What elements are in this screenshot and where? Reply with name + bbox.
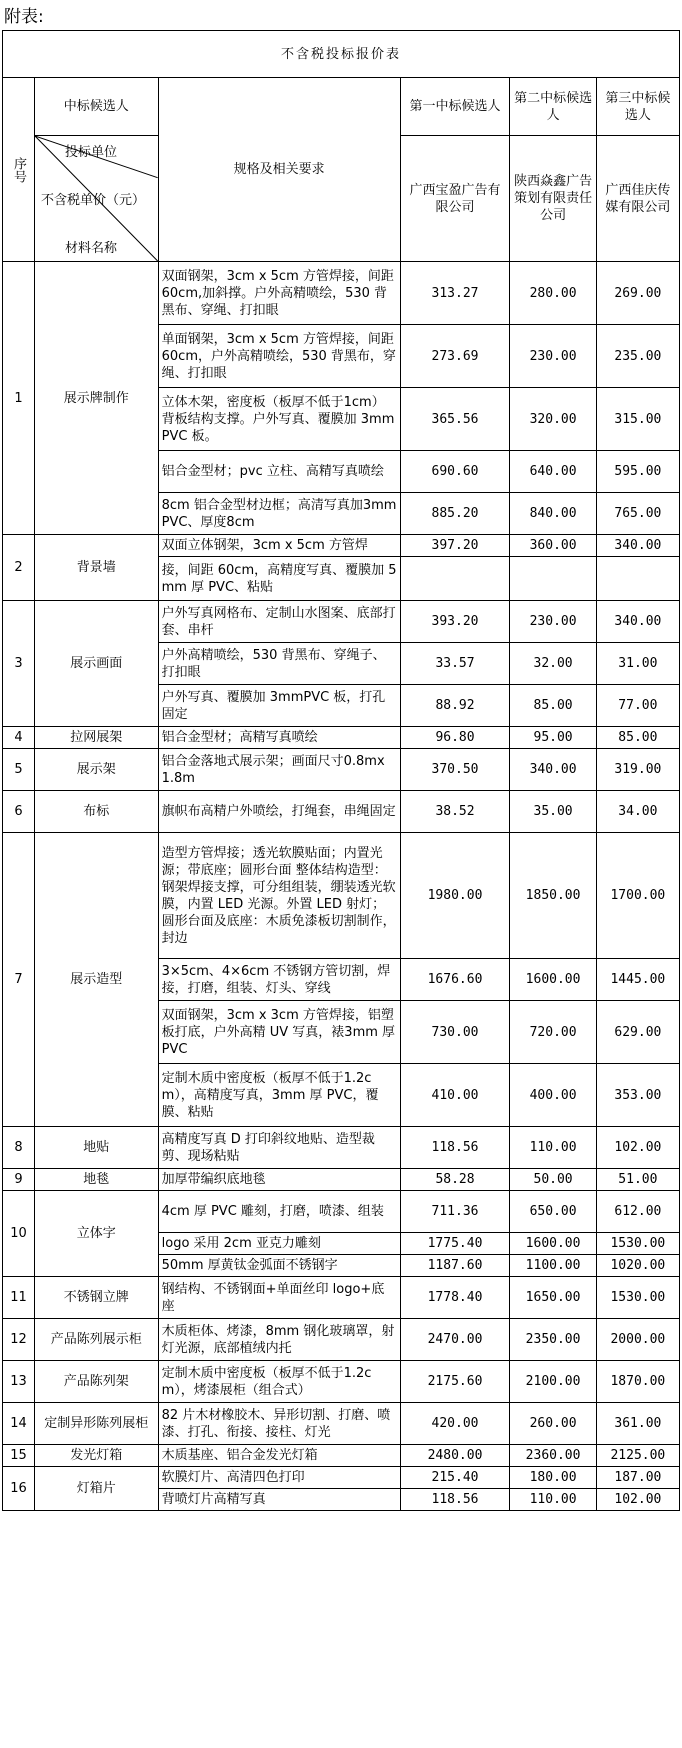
price-cell-1: 370.50 [400, 749, 510, 791]
item-number: 14 [3, 1403, 35, 1445]
price-cell-2 [510, 557, 596, 601]
item-number: 11 [3, 1277, 35, 1319]
spec-cell: 接，间距 60cm，高精度写真、覆膜加 5mm 厚 PVC、粘贴 [158, 557, 400, 601]
material-name: 布标 [34, 791, 158, 833]
spec-cell: 4cm 厚 PVC 雕刻，打磨，喷漆、组装 [158, 1191, 400, 1233]
price-cell-1: 711.36 [400, 1191, 510, 1233]
price-cell-3: 1020.00 [596, 1255, 679, 1277]
price-cell-1: 885.20 [400, 493, 510, 535]
price-cell-3: 319.00 [596, 749, 679, 791]
spec-cell: 双面钢架，3cm x 3cm 方管焊接，铝塑板打底，户外高精 UV 写真，裱3mm 厚 PVC [158, 1001, 400, 1064]
table-title: 不含税投标报价表 [3, 31, 680, 78]
price-cell-2: 230.00 [510, 601, 596, 643]
price-cell-3: 353.00 [596, 1064, 679, 1127]
item-number: 6 [3, 791, 35, 833]
table-row [3, 1191, 680, 1233]
spec-cell: 双面立体钢架，3cm x 5cm 方管焊 [158, 535, 400, 557]
price-cell-3: 2125.00 [596, 1445, 679, 1467]
price-cell-2: 1100.00 [510, 1255, 596, 1277]
spec-cell: 旗帜布高精户外喷绘，打绳套，串绳固定 [158, 791, 400, 833]
table-row [3, 727, 680, 749]
price-cell-1: 410.00 [400, 1064, 510, 1127]
price-cell-2: 32.00 [510, 643, 596, 685]
price-cell-2: 2350.00 [510, 1319, 596, 1361]
item-number: 7 [3, 833, 35, 1127]
item-number: 15 [3, 1445, 35, 1467]
price-cell-2: 110.00 [510, 1489, 596, 1511]
price-cell-3: 269.00 [596, 262, 679, 325]
price-cell-3: 1700.00 [596, 833, 679, 959]
material-name: 产品陈列展示柜 [34, 1319, 158, 1361]
item-number: 5 [3, 749, 35, 791]
material-label: 材料名称 [64, 241, 117, 256]
spec-cell: 50mm 厚黄钛金弧面不锈钢字 [158, 1255, 400, 1277]
price-cell-3: 1445.00 [596, 959, 679, 1001]
table-row [3, 1361, 680, 1403]
item-number: 1 [3, 262, 35, 535]
rank-3-header: 第三中标候选人 [596, 78, 679, 136]
price-cell-3: 315.00 [596, 388, 679, 451]
price-cell-1: 1980.00 [400, 833, 510, 959]
material-name: 拉网展架 [34, 727, 158, 749]
price-cell-3: 340.00 [596, 535, 679, 557]
price-cell-1: 365.56 [400, 388, 510, 451]
price-cell-1: 397.20 [400, 535, 510, 557]
price-cell-2: 35.00 [510, 791, 596, 833]
rank-1-header: 第一中标候选人 [400, 78, 510, 136]
price-cell-3 [596, 557, 679, 601]
spec-cell: 软膜灯片、高清四色打印 [158, 1467, 400, 1489]
material-name: 定制异形陈列展柜 [34, 1403, 158, 1445]
price-cell-3: 34.00 [596, 791, 679, 833]
table-row [3, 749, 680, 791]
spec-cell: 木质柜体、烤漆，8mm 钢化玻璃罩，射灯光源，底部植绒内托 [158, 1319, 400, 1361]
price-cell-2: 650.00 [510, 1191, 596, 1233]
spec-cell: 户外写真、覆膜加 3mmPVC 板，打孔固定 [158, 685, 400, 727]
item-number: 10 [3, 1191, 35, 1277]
table-row [3, 1445, 680, 1467]
material-name: 不锈钢立牌 [34, 1277, 158, 1319]
spec-cell: 高精度写真 D 打印斜纹地贴、造型裁剪、现场粘贴 [158, 1127, 400, 1169]
table-row [3, 1467, 680, 1489]
price-cell-1: 215.40 [400, 1467, 510, 1489]
price-cell-2: 1850.00 [510, 833, 596, 959]
company-1: 广西宝盈广告有限公司 [400, 136, 510, 262]
price-cell-2: 340.00 [510, 749, 596, 791]
material-name: 展示架 [34, 749, 158, 791]
price-cell-3: 31.00 [596, 643, 679, 685]
price-cell-3: 51.00 [596, 1169, 679, 1191]
material-name: 产品陈列架 [34, 1361, 158, 1403]
material-name: 背景墙 [34, 535, 158, 601]
price-cell-2: 260.00 [510, 1403, 596, 1445]
material-name: 地毯 [34, 1169, 158, 1191]
price-cell-1: 96.80 [400, 727, 510, 749]
price-cell-2: 2360.00 [510, 1445, 596, 1467]
table-row [3, 1403, 680, 1445]
spec-cell: 木质基座、铝合金发光灯箱 [158, 1445, 400, 1467]
item-number: 2 [3, 535, 35, 601]
price-cell-3: 1530.00 [596, 1233, 679, 1255]
table-row [3, 1277, 680, 1319]
price-cell-1: 690.60 [400, 451, 510, 493]
table-row [3, 791, 680, 833]
spec-cell: 3×5cm、4×6cm 不锈钢方管切割，焊接，打磨，组装、灯头、穿线 [158, 959, 400, 1001]
candidate-header: 中标候选人 [34, 78, 158, 136]
table-row [3, 1169, 680, 1191]
price-cell-3: 2000.00 [596, 1319, 679, 1361]
spec-cell: 背喷灯片高精写真 [158, 1489, 400, 1511]
price-cell-3: 595.00 [596, 451, 679, 493]
price-cell-1: 33.57 [400, 643, 510, 685]
material-name: 发光灯箱 [34, 1445, 158, 1467]
price-cell-1: 88.92 [400, 685, 510, 727]
spec-cell: 定制木质中密度板（板厚不低于1.2cm），高精度写真，3mm 厚 PVC，覆膜、粘贴 [158, 1064, 400, 1127]
material-name: 展示牌制作 [34, 262, 158, 535]
price-cell-1: 393.20 [400, 601, 510, 643]
price-cell-2: 50.00 [510, 1169, 596, 1191]
price-cell-3: 340.00 [596, 601, 679, 643]
price-cell-2: 110.00 [510, 1127, 596, 1169]
price-cell-2: 320.00 [510, 388, 596, 451]
spec-cell: 定制木质中密度板（板厚不低于1.2cm），烤漆展柜（组合式） [158, 1361, 400, 1403]
price-cell-1: 273.69 [400, 325, 510, 388]
price-cell-3: 187.00 [596, 1467, 679, 1489]
price-cell-2: 640.00 [510, 451, 596, 493]
spec-cell: 82 片木材橡胶木、异形切割、打磨、喷漆、打孔、衔接、接柱、灯光 [158, 1403, 400, 1445]
diagonal-header-cell [34, 136, 158, 262]
table-row [3, 1319, 680, 1361]
price-label: 不含税单价（元） [40, 193, 145, 208]
price-cell-1: 730.00 [400, 1001, 510, 1064]
spec-cell: 8cm 铝合金型材边框；高清写真加3mmPVC、厚度8cm [158, 493, 400, 535]
table-row [3, 535, 680, 557]
spec-cell: 铝合金落地式展示架；画面尺寸0.8mx1.8m [158, 749, 400, 791]
spec-cell: 铝合金型材；pvc 立柱、高精写真喷绘 [158, 451, 400, 493]
price-cell-2: 840.00 [510, 493, 596, 535]
spec-cell: 单面钢架，3cm x 5cm 方管焊接，间距 60cm，户外高精喷绘，530 背黑布，穿绳、打扣眼 [158, 325, 400, 388]
price-cell-1: 2480.00 [400, 1445, 510, 1467]
price-cell-2: 360.00 [510, 535, 596, 557]
price-cell-3: 612.00 [596, 1191, 679, 1233]
seq-header: 序号 [3, 78, 35, 262]
price-cell-3: 77.00 [596, 685, 679, 727]
price-cell-3: 361.00 [596, 1403, 679, 1445]
price-cell-3: 765.00 [596, 493, 679, 535]
price-cell-2: 280.00 [510, 262, 596, 325]
item-number: 9 [3, 1169, 35, 1191]
price-cell-3: 1870.00 [596, 1361, 679, 1403]
price-cell-2: 1600.00 [510, 1233, 596, 1255]
spec-cell: 铝合金型材；高精写真喷绘 [158, 727, 400, 749]
material-name: 立体字 [34, 1191, 158, 1277]
price-cell-3: 1530.00 [596, 1277, 679, 1319]
price-cell-1: 1187.60 [400, 1255, 510, 1277]
price-cell-2: 95.00 [510, 727, 596, 749]
item-number: 12 [3, 1319, 35, 1361]
price-cell-1 [400, 557, 510, 601]
price-cell-3: 102.00 [596, 1489, 679, 1511]
spec-header: 规格及相关要求 [158, 78, 400, 262]
item-number: 13 [3, 1361, 35, 1403]
spec-cell: 双面钢架，3cm x 5cm 方管焊接，间距60cm,加斜撑。户外高精喷绘，530 背黑布、穿绳、打扣眼 [158, 262, 400, 325]
price-cell-1: 118.56 [400, 1489, 510, 1511]
material-name: 展示画面 [34, 601, 158, 727]
spec-cell: 加厚带编织底地毯 [158, 1169, 400, 1191]
price-cell-2: 85.00 [510, 685, 596, 727]
attachment-label: 附表: [4, 7, 44, 27]
price-cell-3: 85.00 [596, 727, 679, 749]
spec-cell: logo 采用 2cm 亚克力雕刻 [158, 1233, 400, 1255]
price-cell-1: 58.28 [400, 1169, 510, 1191]
item-number: 4 [3, 727, 35, 749]
quotation-table [2, 30, 680, 1511]
price-cell-1: 313.27 [400, 262, 510, 325]
item-number: 8 [3, 1127, 35, 1169]
company-2: 陕西焱鑫广告策划有限责任公司 [510, 136, 596, 262]
price-cell-1: 1775.40 [400, 1233, 510, 1255]
price-cell-2: 230.00 [510, 325, 596, 388]
price-cell-1: 1676.60 [400, 959, 510, 1001]
price-cell-3: 102.00 [596, 1127, 679, 1169]
material-name: 地贴 [34, 1127, 158, 1169]
table-row [3, 601, 680, 643]
price-cell-2: 1600.00 [510, 959, 596, 1001]
item-number: 3 [3, 601, 35, 727]
material-name: 展示造型 [34, 833, 158, 1127]
price-cell-1: 2470.00 [400, 1319, 510, 1361]
price-cell-3: 235.00 [596, 325, 679, 388]
item-number: 16 [3, 1467, 35, 1511]
bidder-label: 投标单位 [64, 145, 117, 160]
table-row [3, 262, 680, 325]
spec-cell: 户外写真网格布、定制山水图案、底部打套、串杆 [158, 601, 400, 643]
price-cell-2: 720.00 [510, 1001, 596, 1064]
spec-cell: 立体木架，密度板（板厚不低于1cm）背板结构支撑。户外写真、覆膜加 3mmPVC 板。 [158, 388, 400, 451]
price-cell-1: 2175.60 [400, 1361, 510, 1403]
price-cell-2: 180.00 [510, 1467, 596, 1489]
spec-cell: 造型方管焊接；透光软膜贴面；内置光源；带底座；圆形台面 整体结构造型：钢架焊接支撑，可分组组装，绷装透光软膜，内置 LED 光源。外置 LED 射灯；圆形台面及底座：木质免漆板切割制作，封边 [158, 833, 400, 959]
table-row [3, 833, 680, 959]
rank-2-header: 第二中标候选人 [510, 78, 596, 136]
spec-cell: 钢结构、不锈钢面+单面丝印 logo+底座 [158, 1277, 400, 1319]
spec-cell: 户外高精喷绘，530 背黑布、穿绳子、打扣眼 [158, 643, 400, 685]
price-cell-2: 1650.00 [510, 1277, 596, 1319]
price-cell-1: 38.52 [400, 791, 510, 833]
company-3: 广西佳庆传媒有限公司 [596, 136, 679, 262]
price-cell-2: 2100.00 [510, 1361, 596, 1403]
price-cell-3: 629.00 [596, 1001, 679, 1064]
price-cell-2: 400.00 [510, 1064, 596, 1127]
price-cell-1: 1778.40 [400, 1277, 510, 1319]
price-cell-1: 118.56 [400, 1127, 510, 1169]
material-name: 灯箱片 [34, 1467, 158, 1511]
price-cell-1: 420.00 [400, 1403, 510, 1445]
table-row [3, 1127, 680, 1169]
